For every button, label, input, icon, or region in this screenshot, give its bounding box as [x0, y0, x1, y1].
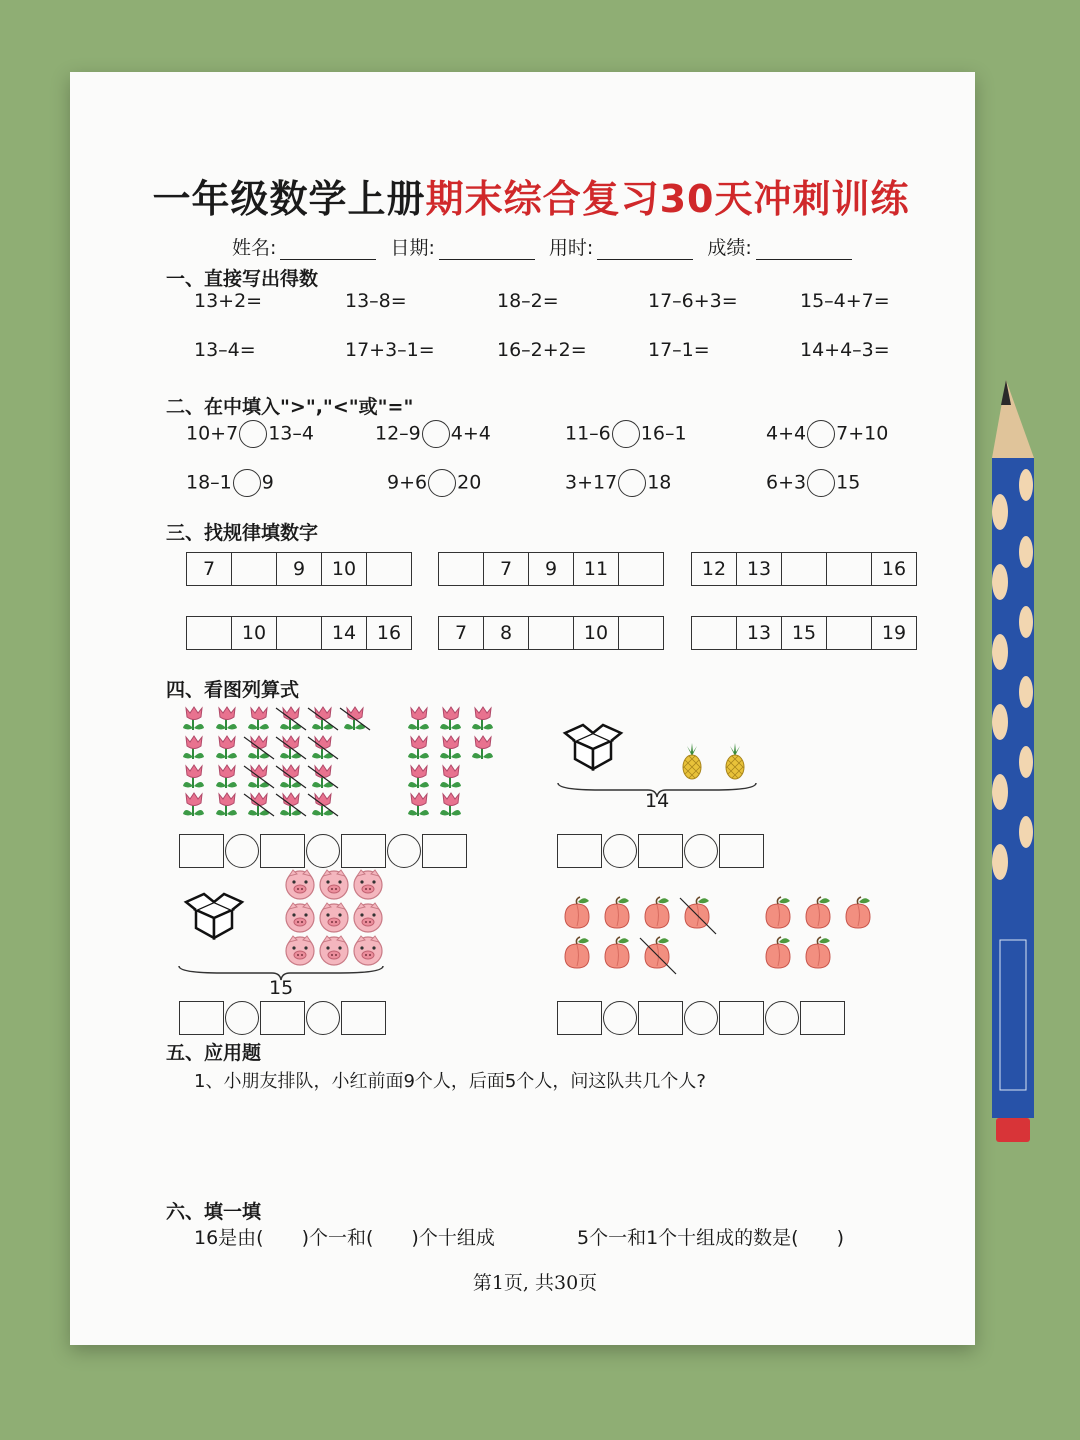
time-label: 用时: [548, 237, 594, 259]
calc-item: 15–4+7= [800, 290, 890, 312]
answer-box[interactable] [719, 1001, 764, 1035]
section-4-title: 四、看图列算式 [166, 679, 300, 701]
calc-item: 14+4–3= [800, 339, 890, 361]
operator-circle[interactable] [765, 1001, 799, 1035]
answer-box[interactable] [341, 1001, 386, 1035]
calc-item: 13+2= [194, 290, 263, 312]
title-red: 期末综合复习30天冲刺训练 [425, 177, 910, 221]
title-black: 一年级数学上册 [152, 177, 426, 221]
answer-box[interactable] [260, 1001, 305, 1035]
answer-box[interactable] [719, 834, 764, 868]
answer-box[interactable] [638, 834, 683, 868]
sequence-cell[interactable]: 9 [277, 553, 322, 585]
compare-item: 12–9 4+4 [375, 420, 491, 448]
compare-item: 11–6 16–1 [565, 420, 687, 448]
pig-icon [286, 870, 382, 965]
answer-box[interactable] [179, 1001, 224, 1035]
sequence-cell[interactable]: 15 [782, 617, 827, 649]
answer-box[interactable] [557, 1001, 602, 1035]
calc-item: 18–2= [497, 290, 559, 312]
operator-circle[interactable] [225, 1001, 259, 1035]
sequence-cell[interactable]: 9 [529, 553, 574, 585]
calc-item: 16–2+2= [497, 339, 587, 361]
compare-item: 6+3 15 [766, 469, 860, 497]
box-icon [565, 725, 621, 769]
answer-row [179, 834, 467, 868]
tulip-icon [408, 707, 493, 816]
operator-circle[interactable] [306, 1001, 340, 1035]
sequence-cell[interactable]: 7 [187, 553, 232, 585]
operator-circle[interactable] [684, 834, 718, 868]
calc-item: 13–4= [194, 339, 256, 361]
sequence-cell[interactable]: 16 [881, 558, 907, 580]
sequence-cell[interactable]: 10 [232, 617, 277, 649]
sequence-cell[interactable]: 7 [484, 553, 529, 585]
peach-icon [565, 897, 870, 968]
operator-circle[interactable] [387, 834, 421, 868]
answer-row [179, 1001, 386, 1035]
operator-circle[interactable] [225, 834, 259, 868]
fill-question: 5个一和1个十组成的数是( ) [577, 1227, 845, 1249]
sequence-cell[interactable]: 13 [737, 553, 782, 585]
answer-box[interactable] [260, 834, 305, 868]
compare-item: 3+17 18 [565, 469, 671, 497]
section-6-title: 六、填一填 [166, 1201, 262, 1223]
tulip-icon [183, 707, 365, 816]
answer-box[interactable] [179, 834, 224, 868]
section-5-title: 五、应用题 [166, 1042, 262, 1064]
section-2-title: 二、在中填入">","<"或"=" [166, 396, 414, 418]
sequence-cell[interactable]: 19 [881, 622, 907, 644]
operator-circle[interactable] [603, 1001, 637, 1035]
calc-item: 17–1= [648, 339, 710, 361]
word-problem: 1、小朋友排队，小红前面9个人，后面5个人，问这队共几个人? [194, 1071, 706, 1092]
pineapple-icon [683, 743, 744, 779]
pencil-icon [992, 380, 1034, 1142]
operator-circle[interactable] [684, 1001, 718, 1035]
answer-row [557, 1001, 845, 1035]
section-3-title: 三、找规律填数字 [166, 522, 319, 544]
compare-item: 18–1 9 [186, 469, 274, 497]
compare-item: 9+6 20 [387, 469, 481, 497]
answer-box[interactable] [422, 834, 467, 868]
box-icon [186, 894, 242, 938]
sequence-cell[interactable]: 13 [737, 617, 782, 649]
sequence-cell[interactable]: 10 [574, 617, 619, 649]
sequence-cell[interactable]: 11 [574, 553, 619, 585]
operator-circle[interactable] [306, 834, 340, 868]
sequence-cell[interactable]: 7 [439, 617, 484, 649]
calc-item: 13–8= [345, 290, 407, 312]
count-label-14: 14 [645, 790, 670, 812]
page-footer: 第1页, 共30页 [472, 1272, 598, 1294]
name-label: 姓名: [232, 237, 277, 259]
compare-item: 10+7 13–4 [186, 420, 314, 448]
answer-row [557, 834, 764, 868]
operator-circle[interactable] [603, 834, 637, 868]
section-1-title: 一、直接写出得数 [166, 268, 319, 290]
calc-item: 17+3–1= [345, 339, 435, 361]
sequence-cell[interactable]: 14 [322, 617, 367, 649]
sequence-cell[interactable]: 12 [692, 553, 737, 585]
score-label: 成绩: [707, 237, 752, 259]
fill-question: 16是由( )个一和( )个十组成 [194, 1227, 495, 1249]
answer-box[interactable] [638, 1001, 683, 1035]
date-label: 日期: [390, 237, 435, 259]
sequence-cell[interactable]: 8 [484, 617, 529, 649]
answer-box[interactable] [341, 834, 386, 868]
compare-item: 4+4 7+10 [766, 420, 888, 448]
calc-item: 17–6+3= [648, 290, 738, 312]
sequence-cell[interactable]: 10 [322, 553, 367, 585]
sequence-cell[interactable]: 16 [376, 622, 402, 644]
answer-box[interactable] [557, 834, 602, 868]
count-label-15: 15 [269, 977, 294, 999]
answer-box[interactable] [800, 1001, 845, 1035]
